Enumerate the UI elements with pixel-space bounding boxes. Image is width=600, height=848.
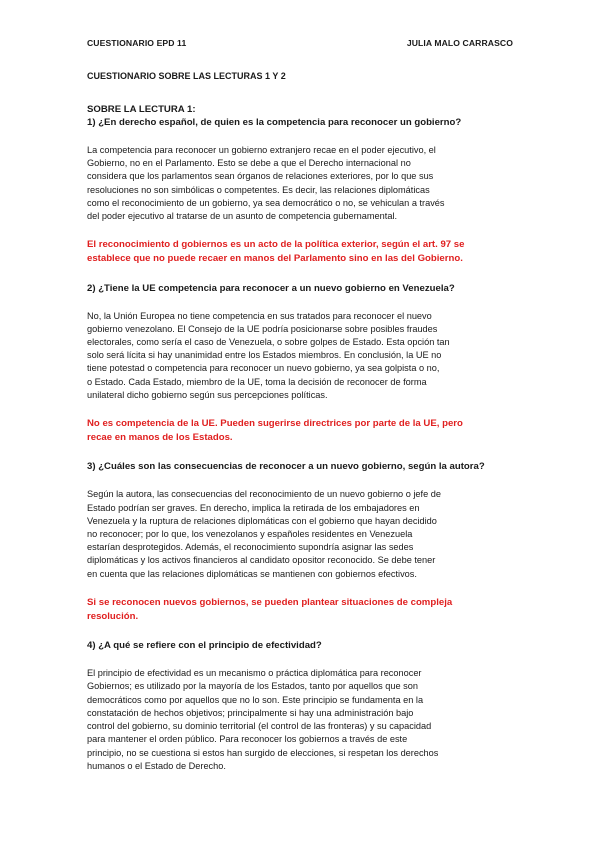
answer-line: El principio de efectividad es un mecanismo o práctica diplomática para reconocer: [87, 668, 422, 679]
question-3: 3) ¿Cuáles son las consecuencias de reconocer a un nuevo gobierno, según la autora?: [87, 461, 485, 473]
highlight-line: Si se reconocen nuevos gobiernos, se pueden plantear situaciones de compleja: [87, 596, 453, 608]
highlight-line: recae en manos de los Estados.: [87, 432, 233, 444]
highlight-answer-1: [87, 238, 517, 266]
header-left: CUESTIONARIO EPD 11: [87, 38, 187, 48]
question-2: 2) ¿Tiene la UE competencia para reconocer a un nuevo gobierno en Venezuela?: [87, 282, 455, 294]
highlight-line: establece que no puede recaer en manos del Parlamento sino en las del Gobierno.: [87, 253, 463, 265]
answer-line: Según la autora, las consecuencias del reconocimiento de un nuevo gobierno o jefe de: [87, 489, 441, 500]
answer-2: [87, 310, 517, 402]
answer-line: Gobiernos; es utilizado por la mayoría de los Estados, tanto por aquellos que son: [87, 681, 418, 692]
answer-line: Estado podrían ser graves. En derecho, implica la retirada de los embajadores en: [87, 502, 420, 513]
header-right: JULIA MALO CARRASCO: [406, 38, 513, 48]
answer-line: gobierno venezolano. El Consejo de la UE podría posicionarse sobre posibles fraudes: [87, 323, 438, 334]
answer-line: principio, no se cuestiona si estos han surgido de elecciones, si respetan los derechos: [87, 747, 439, 758]
question-1: 1) ¿En derecho español, de quien es la competencia para reconocer un gobierno?: [87, 117, 462, 128]
highlight-line: resolución.: [87, 611, 139, 623]
answer-line: como el reconocimiento de un gobierno, ya sea democrático o no, se vehiculan a través: [87, 197, 445, 208]
highlight-line: No es competencia de la UE. Pueden sugerirse directrices por parte de la UE, pero: [87, 418, 463, 430]
answer-line: La competencia para reconocer un gobierno extranjero recae en el poder ejecutivo, el: [87, 145, 436, 155]
answer-line: control del gobierno, su dominio territorial (el control de las fronteras) y su capacidad: [87, 721, 432, 732]
highlight-answer-2: [87, 417, 517, 445]
answer-4: [87, 667, 517, 773]
section-label: SOBRE LA LECTURA 1:: [87, 104, 196, 115]
answer-3: [87, 488, 517, 580]
answer-line: solo será lícita si hay unanimidad entre los Estados miembros. En conclusión, la UE no: [87, 350, 442, 361]
answer-line: en cuenta que las relaciones diplomáticas se mantienen con gobiernos efectivos.: [87, 568, 417, 579]
answer-line: para mantener el orden público. Para reconocer los gobiernos a través de este: [87, 734, 408, 745]
answer-line: no reconocer; por lo que, los venezolanos y españoles residentes en Venezuela: [87, 529, 413, 540]
answer-line: humanos o el Estado de Derecho.: [87, 760, 226, 771]
question-4: 4) ¿A qué se refiere con el principio de efectividad?: [87, 640, 322, 652]
highlight-line: El reconocimiento d gobiernos es un acto de la política exterior, según el art. 97 se: [87, 239, 465, 251]
answer-line: unilateral dicho gobierno según sus percepciones políticas.: [87, 389, 328, 400]
answer-line: democráticos como por aquellos que no lo son. Este principio se fundamenta en la: [87, 694, 424, 705]
answer-line: estarían desprotegidos. Además, el reconocimiento supondría asignar las sedes: [87, 542, 414, 553]
highlight-answer-3: [87, 596, 517, 624]
answer-line: Gobierno, no en el Parlamento. Esto se debe a que el Derecho internacional no: [87, 158, 411, 169]
page-header: [87, 38, 513, 48]
document-body: [87, 103, 517, 773]
document-title: CUESTIONARIO SOBRE LAS LECTURAS 1 Y 2: [87, 71, 286, 81]
answer-line: o Estado. Cada Estado, miembro de la UE, toma la decisión de reconocer de forma: [87, 376, 427, 387]
answer-line: constatación de hechos objetivos; principalmente si hay una administración bajo: [87, 707, 414, 718]
answer-line: del poder ejecutivo al tratarse de un asunto de competencia gubernamental.: [87, 211, 398, 222]
answer-line: Venezuela y la ruptura de relaciones diplomáticas con el gobierno que hayan decidido: [87, 515, 437, 526]
answer-line: diplomáticas y los activos financieros al candidato opositor reconocido. Se debe tener: [87, 555, 436, 566]
answer-line: resoluciones no son simbólicas o competentes. Es decir, las relaciones diplomáticas: [87, 184, 430, 195]
answer-line: electorales, como sería el caso de Venezuela, o sobre golpes de Estado. Esta opción tan: [87, 337, 450, 348]
answer-line: tiene potestad o competencia para reconocer un nuevo gobierno, ya sea golpista o no,: [87, 363, 440, 374]
answer-1: [87, 144, 517, 223]
answer-line: considera que los parlamentos sean órganos de relaciones exteriores, por lo que sus: [87, 171, 434, 182]
answer-line: No, la Unión Europea no tiene competencia en sus tratados para reconocer el nuevo: [87, 310, 432, 321]
